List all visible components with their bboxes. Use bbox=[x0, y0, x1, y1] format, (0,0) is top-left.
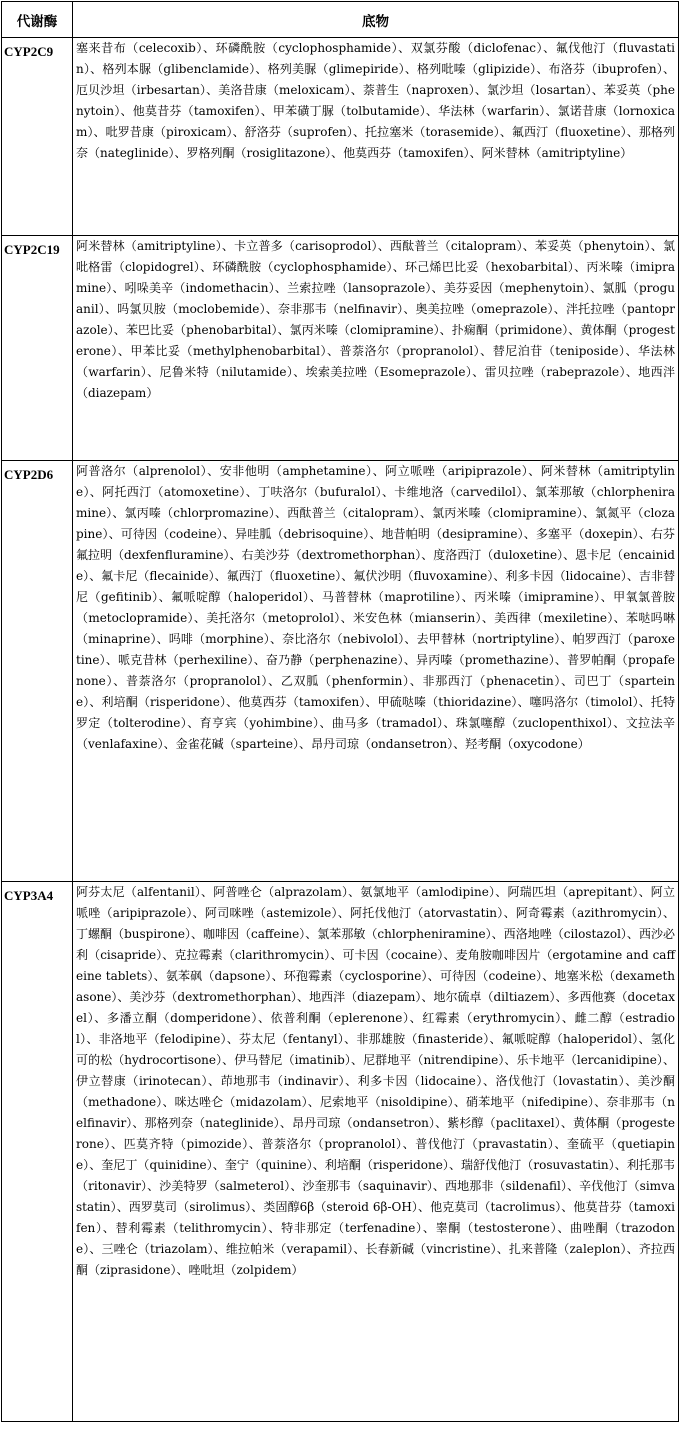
enzyme-cell: CYP2C9 bbox=[2, 38, 73, 236]
substrate-cell: 阿米替林（amitriptyline）、卡立普多（carisoprodol）、西酞普兰（citalopram）、苯妥英（phenytoin）、氯吡格雷（clopidogrel）、环磷酰胺（cyclophosphamide）、环己烯巴比妥（hexobarbital）、丙米嗪（imipramine）、吲哚美辛（indomethacin）、兰索拉唑（lansoprazole）、美芬妥因（mephenytoin）、氯胍（proguanil）、吗氯贝胺（moclobemide）、奈非那韦（nelfinavir）、奥美拉唑（omeprazole）、泮托拉唑（pantoprazole）、苯巴比妥（phenobarbital）、氯丙米嗪（clomipramine）、扑痫酮（primidone）、黄体酮（progesterone）、甲苯比妥（methylphenobarbital）、普萘洛尔（propranolol）、替尼泊苷（teniposide）、华法林（warfarin）、尼鲁米特（nilutamide）、埃索美拉唑（Esomeprazole）、雷贝拉唑（rabeprazole）、地西泮（diazepam） bbox=[73, 236, 679, 461]
table-row bbox=[2, 461, 679, 882]
header-substrate: 底物 bbox=[73, 2, 679, 38]
substrate-cell: 塞来昔布（celecoxib）、环磷酰胺（cyclophosphamide）、双氯芬酸（diclofenac）、氟伐他汀（fluvastatin）、格列本脲（glibenclamide）、格列美脲（glimepiride）、格列吡嗪（glipizide）、布洛芬（ibuprofen）、厄贝沙坦（irbesartan）、美洛昔康（meloxicam）、萘普生（naproxen）、氯沙坦（losartan）、苯妥英（phenytoin）、他莫昔芬（tamoxifen）、甲苯磺丁脲（tolbutamide）、华法林（warfarin）、氯诺昔康（lornoxicam）、吡罗昔康（piroxicam）、舒洛芬（suprofen）、托拉塞米（torasemide）、氟西汀（fluoxetine）、那格列奈（nateglinide）、罗格列酮（rosiglitazone）、他莫西芬（tamoxifen）、阿米替林（amitriptyline） bbox=[73, 38, 679, 236]
header-enzyme: 代谢酶 bbox=[2, 2, 73, 38]
table-row bbox=[2, 38, 679, 236]
enzyme-substrate-table bbox=[1, 1, 679, 1422]
table-row bbox=[2, 882, 679, 1422]
table-header-row bbox=[2, 2, 679, 38]
enzyme-cell: CYP2C19 bbox=[2, 236, 73, 461]
substrate-cell: 阿芬太尼（alfentanil）、阿普唑仑（alprazolam）、氨氯地平（amlodipine）、阿瑞匹坦（aprepitant）、阿立哌唑（aripiprazole）、阿司咪唑（astemizole）、阿托伐他汀（atorvastatin）、阿奇霉素（azithromycin）、丁螺酮（buspirone）、咖啡因（caffeine）、氯苯那敏（chlorpheniramine）、西洛地唑（cilostazol）、西沙必利（cisapride）、克拉霉素（clarithromycin）、可卡因（cocaine）、麦角胺咖啡因片（ergotamine and caffeine tablets）、氨苯砜（dapsone）、环孢霉素（cyclosporine）、可待因（codeine）、地塞米松（dexamethasone）、美沙芬（dextromethorphan）、地西泮（diazepam）、地尔硫卓（diltiazem）、多西他赛（docetaxel）、多潘立酮（domperidone）、依普利酮（eplerenone）、红霉素（erythromycin）、雌二醇（estradiol）、非洛地平（felodipine）、芬太尼（fentanyl）、非那雄胺（finasteride）、氟哌啶醇（haloperidol）、氢化可的松（hydrocortisone）、伊马替尼（imatinib）、尼群地平（nitrendipine）、乐卡地平（lercanidipine）、伊立替康（irinotecan）、茚地那韦（indinavir）、利多卡因（lidocaine）、洛伐他汀（lovastatin）、美沙酮（methadone）、咪达唑仑（midazolam）、尼索地平（nisoldipine）、硝苯地平（nifedipine）、奈非那韦（nelfinavir）、那格列奈（nateglinide）、昂丹司琼（ondansetron）、紫杉醇（paclitaxel）、黄体酮（progesterone）、匹莫齐特（pimozide）、普萘洛尔（propranolol）、普伐他汀（pravastatin）、奎硫平（quetiapine）、奎尼丁（quinidine）、奎宁（quinine）、利培酮（risperidone）、瑞舒伐他汀（rosuvastatin）、利托那韦（ritonavir）、沙美特罗（salmeterol）、沙奎那韦（saquinavir）、西地那非（sildenafil）、辛伐他汀（simvastatin）、西罗莫司（sirolimus）、类固醇6β（steroid 6β-OH）、他克莫司（tacrolimus）、他莫昔芬（tamoxifen）、替利霉素（telithromycin）、特非那定（terfenadine）、睾酮（testosterone）、曲唑酮（trazodone）、三唑仑（triazolam）、维拉帕米（verapamil）、长春新碱（vincristine）、扎来普隆（zaleplon）、齐拉西酮（ziprasidone）、唑吡坦（zolpidem） bbox=[73, 882, 679, 1422]
enzyme-cell: CYP2D6 bbox=[2, 461, 73, 882]
substrate-cell: 阿普洛尔（alprenolol）、安非他明（amphetamine）、阿立哌唑（aripiprazole）、阿米替林（amitriptyline）、阿托西汀（atomoxetine）、丁呋洛尔（bufuralol）、卡维地洛（carvedilol）、氯苯那敏（chlorpheniramine）、氯丙嗪（chlorpromazine）、西酞普兰（citalopram）、氯丙米嗪（clomipramine）、氯氮平（clozapine）、可待因（codeine）、异哇胍（debrisoquine）、地昔帕明（desipramine）、多塞平（doxepin）、右芬氟拉明（dexfenfluramine）、右美沙芬（dextromethorphan）、度洛西汀（duloxetine）、恩卡尼（encainide）、氟卡尼（flecainide）、氟西汀（fluoxetine）、氟伏沙明（fluvoxamine）、利多卡因（lidocaine）、吉非替尼（gefitinib）、氟哌啶醇（haloperidol）、马普替林（maprotiline）、丙米嗪（imipramine）、甲氧氯普胺（metoclopramide）、美托洛尔（metoprolol）、米安色林（mianserin）、美西律（mexiletine）、苯哒吗啉（minaprine）、吗啡（morphine）、奈比洛尔（nebivolol）、去甲替林（nortriptyline）、帕罗西汀（paroxetine）、哌克昔林（perhexiline）、奋乃静（perphenazine）、异丙嗪（promethazine）、普罗帕酮（propafenone）、普萘洛尔（propranolol）、乙双胍（phenformin）、非那西汀（phenacetin）、司巴丁（sparteine）、利培酮（risperidone）、他莫西芬（tamoxifen）、甲硫哒嗪（thioridazine）、噻吗洛尔（timolol）、托特罗定（tolterodine）、育亨宾（yohimbine）、曲马多（tramadol）、珠氯噻醇（zuclopenthixol）、文拉法辛（venlafaxine）、金雀花碱（sparteine）、昂丹司琼（ondansetron）、羟考酮（oxycodone） bbox=[73, 461, 679, 882]
table-row bbox=[2, 236, 679, 461]
enzyme-cell: CYP3A4 bbox=[2, 882, 73, 1422]
